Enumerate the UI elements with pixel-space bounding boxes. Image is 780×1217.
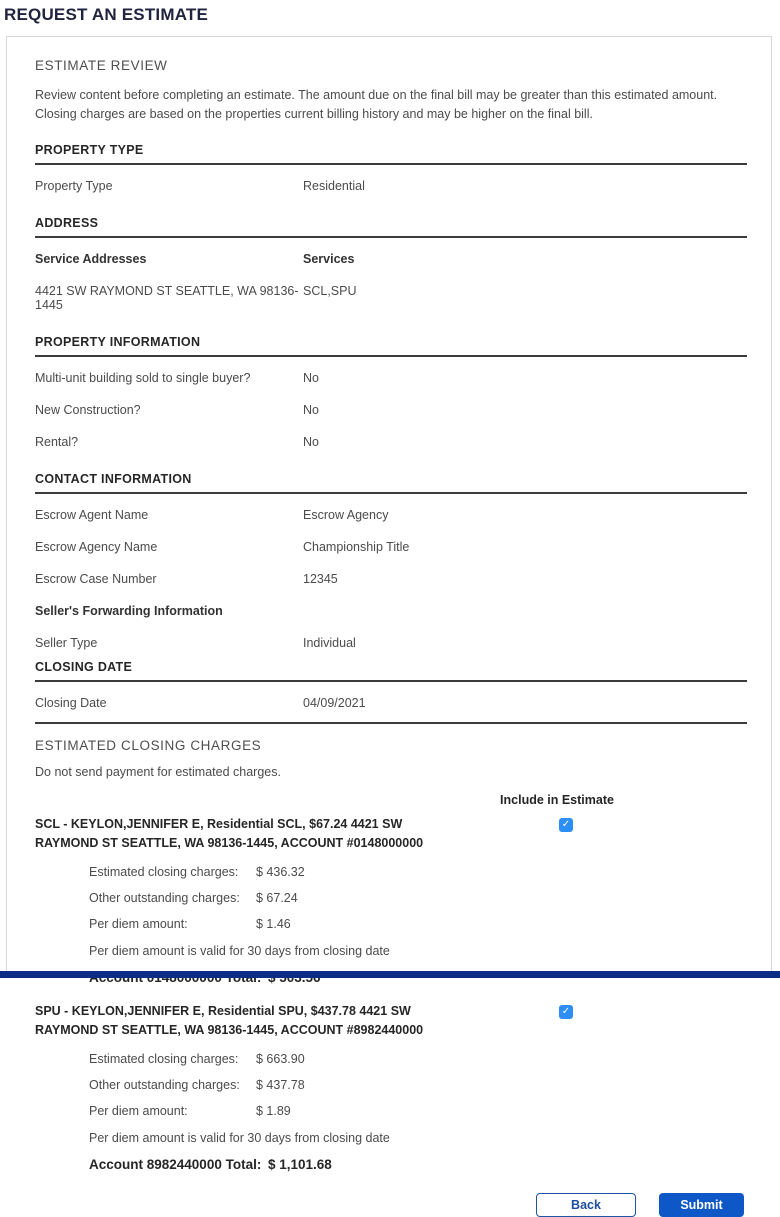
field-value: No: [303, 434, 319, 449]
spu-estimated-charges-row: [35, 1052, 753, 1066]
section-header-contact-information: CONTACT INFORMATION: [35, 472, 747, 494]
service-address-value: 4421 SW RAYMOND ST SEATTLE, WA 98136-1445: [35, 283, 299, 312]
sellers-forwarding-subheading: Seller's Forwarding Information: [35, 603, 223, 618]
section-header-property-type: PROPERTY TYPE: [35, 143, 747, 165]
estimated-closing-charges-heading: ESTIMATED CLOSING CHARGES: [35, 738, 262, 753]
section-header-closing-date: CLOSING DATE: [35, 660, 747, 682]
scl-other-charges-row: [35, 891, 753, 905]
field-value: Championship Title: [303, 539, 410, 554]
field-value: No: [303, 402, 319, 417]
scl-estimated-charges-row: [35, 865, 753, 879]
escrow-agency-name-row: [35, 535, 753, 558]
services-col-header: Services: [303, 251, 355, 266]
closing-date-bottom-rule: [35, 722, 747, 724]
detail-value: $ 663.90: [256, 1052, 305, 1066]
detail-value: $ 437.78: [256, 1078, 305, 1092]
estimate-review-card: [6, 36, 772, 1212]
scl-per-diem-note: Per diem amount is valid for 30 days from closing date: [89, 944, 390, 958]
address-value-row: [35, 279, 753, 316]
include-checkbox-scl[interactable]: ✓: [559, 818, 573, 832]
total-value: $ 1,101.68: [268, 1157, 332, 1172]
account-block-spu: [35, 1002, 753, 1173]
submit-button[interactable]: Submit: [659, 1193, 744, 1217]
field-value: 04/09/2021: [303, 695, 366, 710]
detail-value: $ 1.46: [256, 917, 291, 931]
detail-value: $ 67.24: [256, 891, 298, 905]
detail-value: $ 1.89: [256, 1104, 291, 1118]
property-type-row: [35, 174, 753, 197]
total-label: Account 8982440000 Total:: [89, 1157, 262, 1172]
address-header-row: [35, 247, 753, 270]
estimate-review-heading: ESTIMATE REVIEW: [35, 58, 168, 73]
field-label: Rental?: [35, 434, 79, 449]
field-value: No: [303, 370, 319, 385]
escrow-case-number-row: [35, 567, 753, 590]
rental-row: [35, 430, 753, 453]
spu-per-diem-note: Per diem amount is valid for 30 days from closing date: [89, 1131, 390, 1145]
escrow-agent-name-row: [35, 503, 753, 526]
spu-per-diem-row: [35, 1104, 753, 1118]
field-label: Closing Date: [35, 695, 107, 710]
scl-account-title: SCL - KEYLON,JENNIFER E, Residential SCL, $67.24 4421 SW RAYMOND ST SEATTLE, WA 98136-1445, ACCOUNT #0148000000: [35, 817, 424, 850]
field-value: 12345: [303, 571, 338, 586]
form-buttons-row: [35, 1193, 753, 1217]
back-button[interactable]: Back: [536, 1193, 636, 1217]
field-label: Seller Type: [35, 635, 98, 650]
detail-label: Other outstanding charges:: [89, 1078, 240, 1092]
detail-label: Per diem amount:: [89, 1104, 188, 1118]
service-addresses-col-header: Service Addresses: [35, 251, 147, 266]
detail-label: Estimated closing charges:: [89, 865, 239, 879]
detail-value: $ 436.32: [256, 865, 305, 879]
field-value: Individual: [303, 635, 356, 650]
field-label: New Construction?: [35, 402, 141, 417]
section-header-address: ADDRESS: [35, 216, 747, 238]
detail-label: Other outstanding charges:: [89, 891, 240, 905]
spu-other-charges-row: [35, 1078, 753, 1092]
field-label: Escrow Case Number: [35, 571, 157, 586]
section-header-property-information: PROPERTY INFORMATION: [35, 335, 747, 357]
field-value: Residential: [303, 178, 365, 193]
new-construction-row: [35, 398, 753, 421]
field-label: Property Type: [35, 178, 113, 193]
include-checkbox-spu[interactable]: ✓: [559, 1005, 573, 1019]
services-value: SCL,SPU: [303, 283, 357, 298]
spu-total-row: [35, 1157, 753, 1173]
field-value: Escrow Agency: [303, 507, 389, 522]
field-label: Multi-unit building sold to single buyer?: [35, 370, 251, 385]
closing-date-row: [35, 691, 753, 714]
footer-bar: [0, 971, 780, 978]
seller-type-row: [35, 631, 753, 654]
multi-unit-row: [35, 366, 753, 389]
account-block-scl: [35, 815, 753, 986]
review-description: Review content before completing an estimate. The amount due on the final bill may be greater than this estimated amount. Closing charges are based on the properties current billing history and may be higher on the final bill.: [35, 88, 718, 121]
include-in-estimate-label: Include in Estimate: [500, 793, 614, 807]
field-label: Escrow Agent Name: [35, 507, 149, 522]
detail-label: Per diem amount:: [89, 917, 188, 931]
spu-account-title: SPU - KEYLON,JENNIFER E, Residential SPU, $437.78 4421 SW RAYMOND ST SEATTLE, WA 98136-1445, ACCOUNT #8982440000: [35, 1004, 424, 1037]
page-title: REQUEST AN ESTIMATE: [4, 5, 209, 24]
scl-per-diem-row: [35, 917, 753, 931]
field-label: Escrow Agency Name: [35, 539, 158, 554]
charges-note: Do not send payment for estimated charges.: [35, 765, 281, 779]
include-in-estimate-row: [35, 793, 753, 808]
detail-label: Estimated closing charges:: [89, 1052, 239, 1066]
